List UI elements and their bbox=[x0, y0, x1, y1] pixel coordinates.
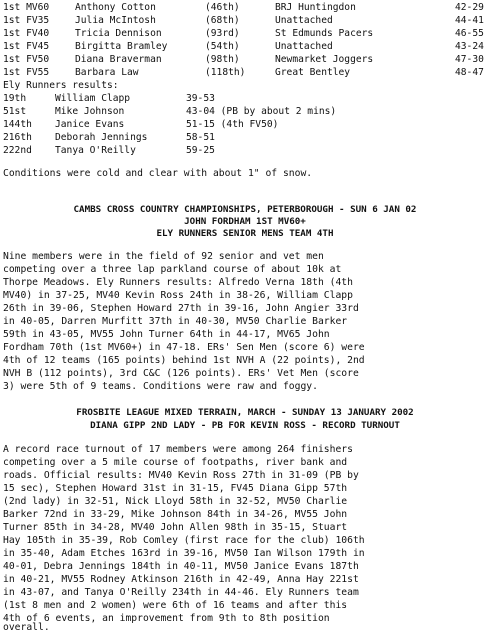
time-cell: 43-04 (PB by about 2 mins) bbox=[186, 106, 337, 117]
article-text-line: MV40) in 37-25, MV40 Kevin Ross 24th in 38-26, William Clapp bbox=[3, 290, 353, 301]
time-cell: 42-29 bbox=[455, 2, 484, 13]
position-cell: 216th bbox=[3, 132, 32, 143]
runner-name-cell: Birgitta Bramley bbox=[75, 41, 168, 52]
runner-name-cell: William Clapp bbox=[55, 93, 131, 104]
article-text-line: NVH B (112 points), 3rd C&C (126 points). ERs' Vet Men (score bbox=[3, 368, 359, 379]
table-row bbox=[0, 2, 490, 14]
article-text-line: competing over a three lap parkland course of about 10k at bbox=[3, 264, 342, 275]
runner-name-cell: Diana Braverman bbox=[75, 54, 162, 65]
runner-name-cell: Tanya O'Reilly bbox=[55, 145, 136, 156]
article-text-line: 26th in 39-06, Stephen Howard 27th in 39-16, John Angier 33rd bbox=[3, 303, 359, 314]
article-text-line: 59th in 43-05, MV55 John Turner 64th in 44-17, MV65 John bbox=[3, 329, 330, 340]
conditions-note: Conditions were cold and clear with about 1" of snow. bbox=[3, 168, 313, 179]
article-text-line: competing over a 5 mile course of footpaths, river bank and bbox=[3, 457, 348, 468]
article-text-line: Nine members were in the field of 92 senior and vet men bbox=[3, 251, 324, 262]
time-cell: 39-53 bbox=[186, 93, 215, 104]
time-cell: 44-41 bbox=[455, 15, 484, 26]
category-cell: 1st FV55 bbox=[3, 67, 50, 78]
table-row bbox=[0, 67, 490, 79]
ely-results-heading bbox=[0, 80, 490, 92]
position-cell: 222nd bbox=[3, 145, 32, 156]
runner-name-cell: Mike Johnson bbox=[55, 106, 125, 117]
position-cell: 19th bbox=[3, 93, 27, 104]
time-cell: 51-15 (4th FV50) bbox=[186, 119, 279, 130]
article-heading: CAMBS CROSS COUNTRY CHAMPIONSHIPS, PETERBOROUGH - SUN 6 JAN 02 bbox=[73, 204, 417, 215]
club-cell: Newmarket Joggers bbox=[275, 54, 374, 65]
list-item bbox=[0, 145, 490, 157]
category-cell: 1st FV40 bbox=[3, 28, 50, 39]
time-cell: 59-25 bbox=[186, 145, 215, 156]
article-text-line: Barker 72nd in 33-29, Mike Johnson 84th in 34-26, MV55 John bbox=[3, 509, 348, 520]
article-heading: FROSBITE LEAGUE MIXED TERRAIN, MARCH - SUNDAY 13 JANUARY 2002 bbox=[76, 407, 414, 418]
category-cell: 1st FV50 bbox=[3, 54, 50, 65]
list-item bbox=[0, 106, 490, 118]
table-row bbox=[0, 28, 490, 40]
article-text-line: in 35-40, Adam Etches 163rd in 39-16, MV50 Ian Wilson 179th in bbox=[3, 548, 365, 559]
position-cell: 51st bbox=[3, 106, 27, 117]
position-cell: (98th) bbox=[205, 54, 240, 65]
club-cell: BRJ Huntingdon bbox=[275, 2, 356, 13]
article-text-line: in 40-05, Darren Murfitt 37th in 40-30, MV50 Charlie Barker bbox=[3, 316, 348, 327]
article-text-line: Thorpe Meadows. Ely Runners results: Alfredo Verna 18th (4th bbox=[3, 277, 353, 288]
time-cell: 43-24 bbox=[455, 41, 484, 52]
club-cell: Great Bentley bbox=[275, 67, 351, 78]
time-cell: 48-47 bbox=[455, 67, 484, 78]
category-cell: 1st FV45 bbox=[3, 41, 50, 52]
article-text-line: Fordham 70th (1st MV60+) in 47-18. ERs' Sen Men (score 6) were bbox=[3, 342, 365, 353]
category-cell: 1st FV35 bbox=[3, 15, 50, 26]
position-cell: 144th bbox=[3, 119, 32, 130]
list-item bbox=[0, 93, 490, 105]
article-text-line: 40-01, Debra Jennings 184th in 40-11, MV50 Janice Evans 187th bbox=[3, 561, 359, 572]
runner-name-cell: Barbara Law bbox=[75, 67, 139, 78]
article-text-line: roads. Official results: MV40 Kevin Ross 27th in 31-09 (PB by bbox=[3, 470, 359, 481]
runner-name-cell: Tricia Dennison bbox=[75, 28, 162, 39]
table-row bbox=[0, 15, 490, 27]
category-cell: 1st MV60 bbox=[3, 2, 50, 13]
list-item bbox=[0, 119, 490, 131]
article-text-line: 4th of 6 events, an improvement from 9th to 8th position bbox=[3, 613, 330, 624]
club-cell: Unattached bbox=[275, 15, 333, 26]
position-cell: (54th) bbox=[205, 41, 240, 52]
article-text-line: in 43-07, and Tanya O'Reilly 234th in 44-46. Ely Runners team bbox=[3, 587, 359, 598]
article-subheading: DIANA GIPP 2ND LADY - PB FOR KEVIN ROSS - RECORD TURNOUT bbox=[90, 420, 400, 431]
article-subheading: JOHN FORDHAM 1ST MV60+ bbox=[184, 216, 306, 227]
time-cell: 46-55 bbox=[455, 28, 484, 39]
time-cell: 58-51 bbox=[186, 132, 215, 143]
list-item bbox=[0, 132, 490, 144]
article-subheading: ELY RUNNERS SENIOR MENS TEAM 4TH bbox=[156, 228, 334, 239]
runner-name-cell: Deborah Jennings bbox=[55, 132, 148, 143]
club-cell: St Edmunds Pacers bbox=[275, 28, 374, 39]
article-text-line: Hay 105th in 35-39, Rob Comley (first race for the club) 106th bbox=[3, 535, 365, 546]
article-text-line: A record race turnout of 17 members were among 264 finishers bbox=[3, 444, 353, 455]
article-text-line: (2nd lady) in 32-51, Nick Lloyd 58th in 32-52, MV50 Charlie bbox=[3, 496, 348, 507]
article-text-line: overall. bbox=[3, 622, 50, 633]
article-text-line: Turner 85th in 34-28, MV40 John Allen 98th in 35-15, Stuart bbox=[3, 522, 348, 533]
article-text-line: (1st 8 men and 2 women) were 6th of 16 teams and after this bbox=[3, 600, 348, 611]
position-cell: (118th) bbox=[205, 67, 246, 78]
table-row bbox=[0, 54, 490, 66]
runner-name-cell: Janice Evans bbox=[55, 119, 125, 130]
position-cell: (46th) bbox=[205, 2, 240, 13]
ely-results-heading-text: Ely Runners results: bbox=[3, 80, 119, 91]
article-text-line: in 40-21, MV55 Rodney Atkinson 216th in 42-49, Anna Hay 221st bbox=[3, 574, 359, 585]
article-text-line: 15 sec), Stephen Howard 31st in 31-15, FV45 Diana Gipp 57th bbox=[3, 483, 348, 494]
time-cell: 47-30 bbox=[455, 54, 484, 65]
article-text-line: 4th of 12 teams (165 points) behind 1st NVH A (22 points), 2nd bbox=[3, 355, 365, 366]
position-cell: (93rd) bbox=[205, 28, 240, 39]
position-cell: (68th) bbox=[205, 15, 240, 26]
runner-name-cell: Anthony Cotton bbox=[75, 2, 156, 13]
runner-name-cell: Julia McIntosh bbox=[75, 15, 156, 26]
article-text-line: 3) were 5th of 9 teams. Conditions were raw and foggy. bbox=[3, 381, 318, 392]
table-row bbox=[0, 41, 490, 53]
club-cell: Unattached bbox=[275, 41, 333, 52]
